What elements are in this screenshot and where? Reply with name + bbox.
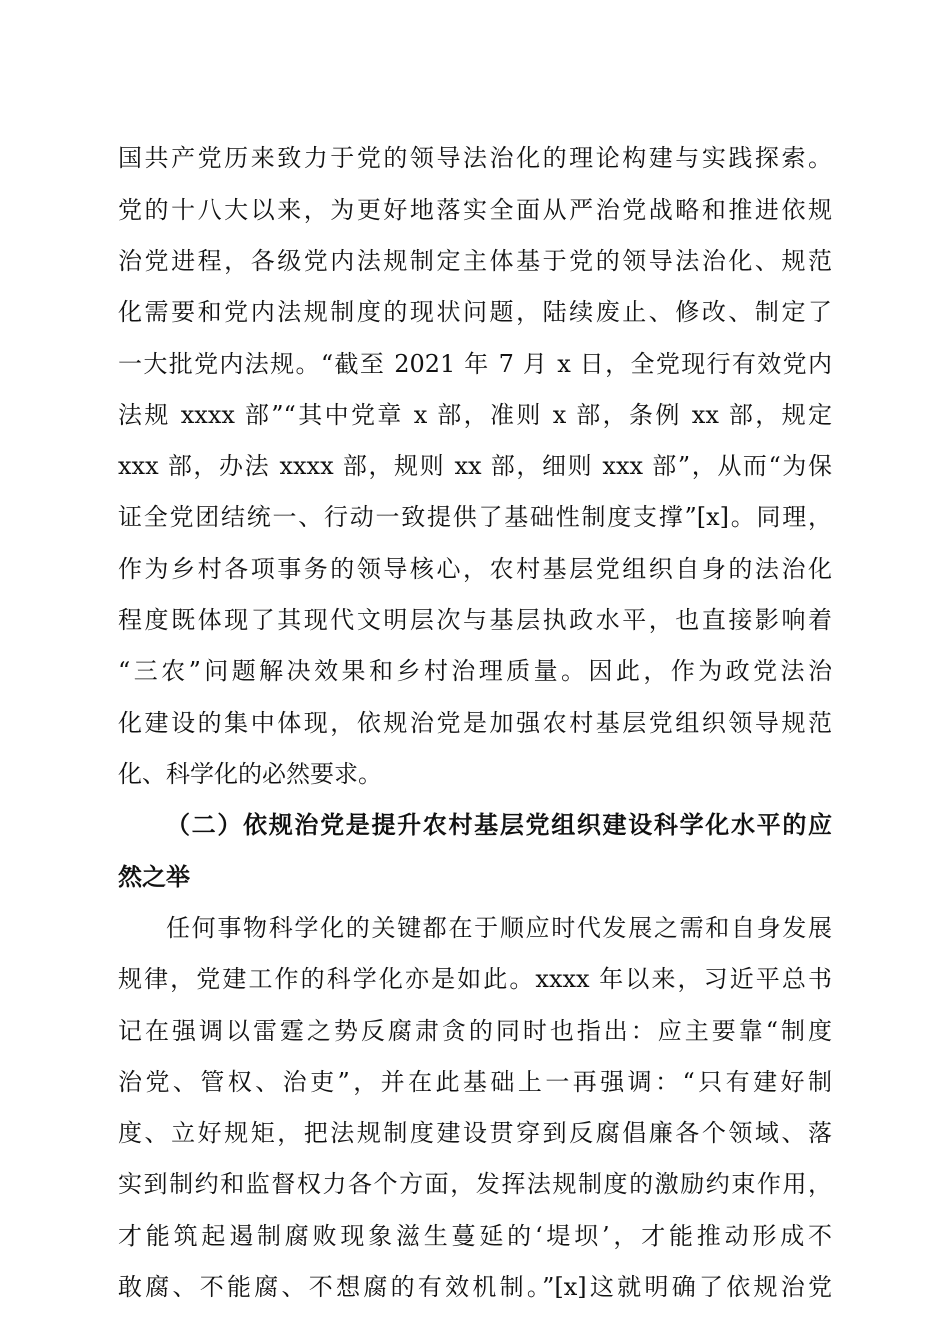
paragraph1-line-1: 国共产党历来致力于党的领导法治化的理论构建与实践探索。 bbox=[118, 144, 832, 172]
paragraph2-line-8: 敢腐、不能腐、不想腐的有效机制。”[x]这就明确了依规治党 bbox=[118, 1273, 832, 1301]
paragraph2-line-2: 规律，党建工作的科学化亦是如此。xxxx 年以来，习近平总书 bbox=[118, 965, 832, 993]
paragraph1-line-11: “三农”问题解决效果和乡村治理质量。因此，作为政党法治 bbox=[118, 657, 832, 685]
paragraph1-line-8: 证全党团结统一、行动一致提供了基础性制度支撑”[x]。同理， bbox=[118, 503, 832, 531]
paragraph1-line-3: 治党进程，各级党内法规制定主体基于党的领导法治化、规范 bbox=[118, 247, 832, 275]
section-heading-line-2: 然之举 bbox=[118, 862, 190, 891]
paragraph1-line-7: xxx 部，办法 xxxx 部，规则 xx 部，细则 xxx 部”，从而“为保 bbox=[118, 452, 832, 480]
paragraph1-line-12: 化建设的集中体现，依规治党是加强农村基层党组织领导规范 bbox=[118, 709, 832, 737]
paragraph1-line-9: 作为乡村各项事务的领导核心，农村基层党组织自身的法治化 bbox=[118, 555, 832, 583]
paragraph2-line-3: 记在强调以雷霆之势反腐肃贪的同时也指出：应主要靠“制度 bbox=[118, 1017, 832, 1045]
paragraph1-line-10: 程度既体现了其现代文明层次与基层执政水平，也直接影响着 bbox=[118, 606, 832, 634]
paragraph1-line-4: 化需要和党内法规制度的现状问题，陆续废止、修改、制定了 bbox=[118, 298, 832, 326]
paragraph1-line-2: 党的十八大以来，为更好地落实全面从严治党战略和推进依规 bbox=[118, 196, 832, 224]
paragraph2-line-6: 实到制约和监督权力各个方面，发挥法规制度的激励约束作用， bbox=[118, 1170, 832, 1198]
paragraph1-line-5: 一大批党内法规。“截至 2021 年 7 月 x 日，全党现行有效党内 bbox=[118, 350, 832, 378]
paragraph2-line-4: 治党、管权、治吏”，并在此基础上一再强调：“只有建好制 bbox=[118, 1068, 832, 1096]
paragraph2-line-5: 度、立好规矩，把法规制度建设贯穿到反腐倡廉各个领域、落 bbox=[118, 1119, 832, 1147]
paragraph1-line-6: 法规 xxxx 部”“其中党章 x 部，准则 x 部，条例 xx 部，规定 bbox=[118, 401, 832, 429]
paragraph1-line-13: 化、科学化的必然要求。 bbox=[118, 760, 382, 788]
paragraph2-line-1: 任何事物科学化的关键都在于顺应时代发展之需和自身发展 bbox=[166, 914, 832, 942]
section-heading-line-1: （二）依规治党是提升农村基层党组织建设科学化水平的应 bbox=[166, 810, 832, 839]
paragraph2-line-7: 才能筑起遏制腐败现象滋生蔓延的‘堤坝’，才能推动形成不 bbox=[118, 1222, 832, 1250]
